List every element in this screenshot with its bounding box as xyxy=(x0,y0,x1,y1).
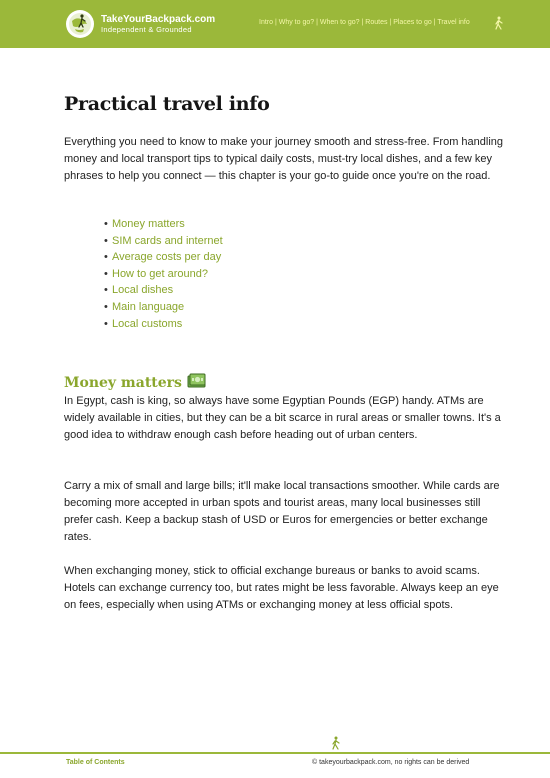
toc-link-get-around[interactable]: How to get around? xyxy=(112,267,209,280)
nav-item-why-to-go[interactable]: Why to go? xyxy=(278,19,315,26)
money-paragraph-2: Carry a mix of small and large bills; it'll make local transactions smoother. While cards are becoming more accepted in urban spots and tourist areas, many local businesses still prefer cash. Keep a backup stash of USD or Euros for emergencies or better exchange rates. xyxy=(64,480,500,543)
page-title: Practical travel info xyxy=(64,93,270,115)
section-heading-text: Money matters xyxy=(64,375,182,391)
nav-separator: | xyxy=(314,19,320,26)
top-nav xyxy=(259,19,470,26)
hiker-icon xyxy=(494,16,504,35)
globe-hiker-icon[interactable] xyxy=(66,10,94,38)
nav-item-routes[interactable]: Routes xyxy=(365,19,388,26)
money-paragraph-1: In Egypt, cash is king, so always have some Egyptian Pounds (EGP) handy. ATMs are widely available in cities, but they can be a bit scarce in rural areas or smaller towns. It's a good idea to withdraw enough cash before heading out of urban centers. xyxy=(64,395,501,441)
footer-divider xyxy=(0,752,550,754)
toc-item[interactable] xyxy=(104,233,223,250)
toc-link-local-dishes[interactable]: Local dishes xyxy=(112,284,174,297)
chapter-toc xyxy=(104,216,223,332)
toc-link-main-language[interactable]: Main language xyxy=(112,300,185,313)
toc-item[interactable] xyxy=(104,282,223,299)
banknote-icon xyxy=(187,373,207,393)
nav-separator: | xyxy=(387,19,394,26)
table-of-contents-link[interactable]: Table of Contents xyxy=(66,759,125,766)
toc-link-average-costs[interactable]: Average costs per day xyxy=(112,251,222,264)
money-paragraph-3: When exchanging money, stick to official exchange bureaus or banks to avoid scams. Hotels can exchange currency too, but rates might be less favorable. Always keep an eye on fees, especially when using ATMs or exchanging money at less official spots. xyxy=(64,565,499,611)
brand-name[interactable]: TakeYourBackpack.com xyxy=(101,14,216,25)
nav-separator: | xyxy=(359,19,366,26)
nav-item-intro[interactable]: Intro xyxy=(259,19,274,26)
brand[interactable] xyxy=(101,14,215,35)
section-heading-money-matters xyxy=(64,373,207,393)
toc-item[interactable] xyxy=(104,216,223,233)
toc-item[interactable] xyxy=(104,299,223,316)
nav-item-travel-info[interactable]: Travel info xyxy=(437,19,470,26)
nav-item-places-to-go[interactable]: Places to go xyxy=(393,19,432,26)
intro-paragraph: Everything you need to know to make your journey smooth and stress-free. From handling money and local transport tips to typical daily costs, must-try local dishes, and a few key phrases to help you connect — this chapter is your go-to guide once you're on the road. xyxy=(64,136,504,182)
toc-link-sim-cards[interactable]: SIM cards and internet xyxy=(112,234,223,247)
nav-item-when-to-go[interactable]: When to go? xyxy=(319,19,360,26)
toc-link-money-matters[interactable]: Money matters xyxy=(112,218,185,230)
site-header xyxy=(0,0,550,48)
copyright-notice: © takeyourbackpack.com, no rights can be derived xyxy=(312,759,470,766)
toc-item[interactable] xyxy=(104,266,223,283)
nav-separator: | xyxy=(431,19,438,26)
brand-tagline: Independent & Grounded xyxy=(101,25,192,34)
nav-separator: | xyxy=(273,19,279,26)
toc-item[interactable] xyxy=(104,316,223,333)
toc-link-local-customs[interactable]: Local customs xyxy=(112,317,183,330)
toc-item[interactable] xyxy=(104,249,223,266)
